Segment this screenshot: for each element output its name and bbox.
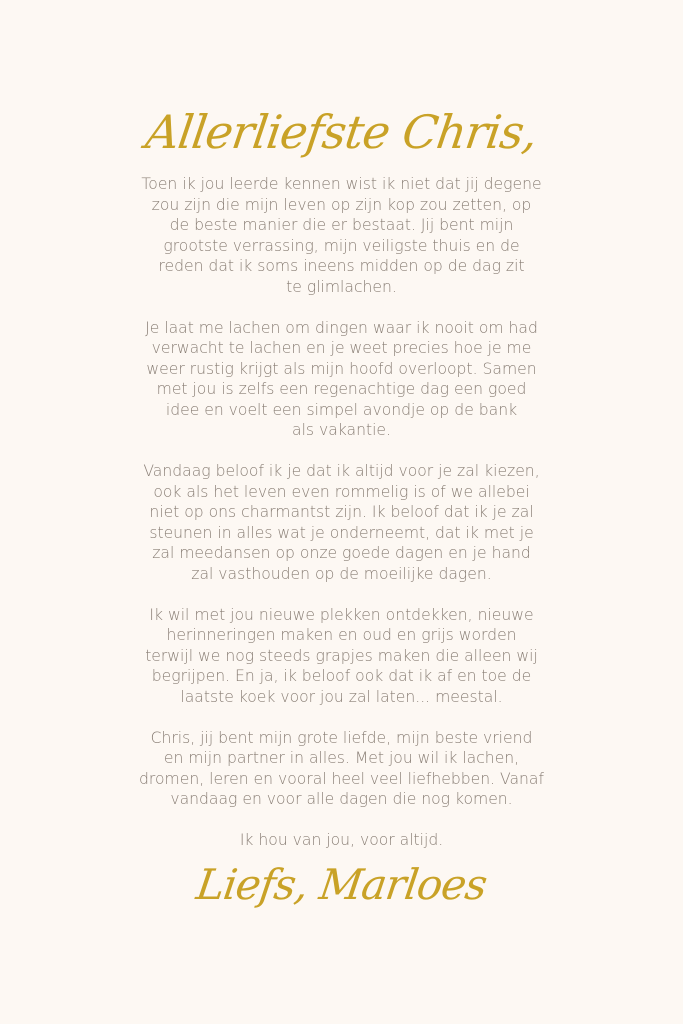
paragraph-1	[100, 174, 583, 297]
text-line: de beste manier die er bestaat. Jij bent mijn	[169, 216, 514, 234]
text-line: niet op ons charmantst zijn. Ik beloof dat ik je zal	[149, 503, 534, 521]
text-line: begrijpen. En ja, ik beloof ook dat ik af en toe de	[151, 667, 532, 685]
text-line: zal meedansen op onze goede dagen en je hand	[152, 544, 531, 562]
text-line: laatste koek voor jou zal laten... meestal.	[180, 687, 503, 706]
text-line: terwijl we nog steeds grapjes maken die alleen wij	[145, 646, 538, 665]
text-line: Ik hou van jou, voor altijd.	[239, 831, 444, 849]
text-line: idee en voelt een simpel avondje op de bank	[165, 400, 518, 419]
text-line: Chris, jij bent mijn grote liefde, mijn beste vriend	[150, 728, 533, 747]
paragraph-4	[100, 605, 583, 708]
text-line: en mijn partner in alles. Met jou wil ik lachen,	[163, 749, 520, 767]
text-line: Vandaag beloof ik je dat ik altijd voor je zal kiezen,	[143, 462, 540, 480]
text-line: herinneringen maken en oud en grijs worden	[166, 626, 517, 644]
greeting-heading: Allerliefste Chris,	[142, 105, 541, 159]
text-line: als vakantie.	[292, 421, 391, 439]
closing-line	[100, 830, 583, 851]
text-line: vandaag en voor alle dagen die nog komen.	[170, 790, 513, 808]
text-line: steunen in alles wat je onderneemt, dat ik met je	[149, 523, 534, 542]
text-line: zal vasthouden op de moeilijke dagen.	[191, 564, 492, 583]
text-line: verwacht te lachen en je weet precies hoe je me	[151, 339, 532, 357]
text-line: Toen ik jou leerde kennen wist ik niet dat jij degene	[141, 175, 542, 193]
text-line: met jou is zelfs een regenachtige dag een goed	[156, 380, 527, 398]
text-line: te glimlachen.	[286, 277, 397, 296]
text-line: grootste verrassing, mijn veiligste thuis en de	[163, 236, 520, 255]
text-line: ook als het leven even rommelig is of we allebei	[153, 482, 530, 501]
signature: Liefs, Marloes	[193, 860, 490, 909]
text-line: weer rustig krijgt als mijn hoofd overloopt. Samen	[146, 359, 537, 378]
text-line: reden dat ik soms ineens midden op de dag zit	[158, 257, 525, 275]
paragraph-2	[100, 318, 583, 441]
paragraph-5	[100, 728, 583, 810]
paragraph-3	[100, 461, 583, 584]
text-line: Je laat me lachen om dingen waar ik nooit om had	[145, 318, 538, 337]
text-line: zou zijn die mijn leven op zijn kop zou zetten, op	[151, 195, 532, 214]
letter-body	[100, 174, 583, 871]
text-line: dromen, leren en vooral heel veel liefhebben. Vanaf	[139, 769, 544, 788]
text-line: Ik wil met jou nieuwe plekken ontdekken, nieuwe	[149, 605, 534, 624]
